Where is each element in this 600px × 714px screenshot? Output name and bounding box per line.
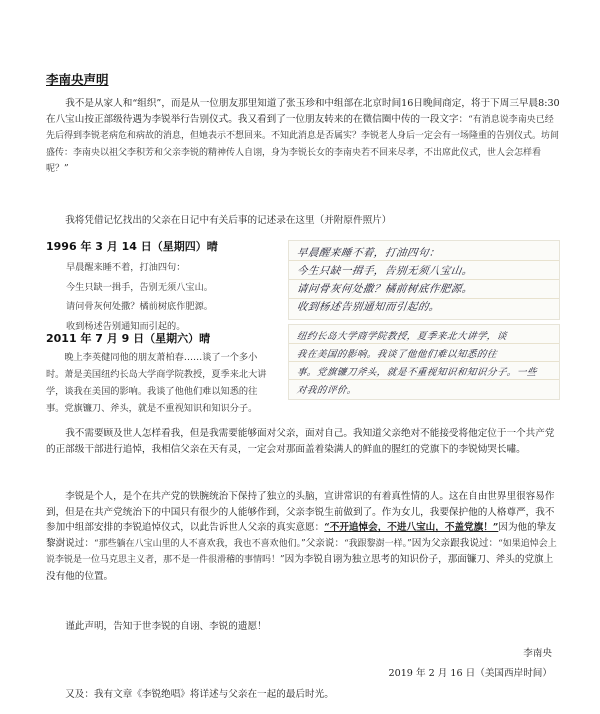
p2-part: 因为李锐自诩为独立思考的知识份子，那面镰刀、斧头的党旗上没有他的位置。 <box>46 554 554 582</box>
handwriting-line: 对我的评价。 <box>296 385 358 396</box>
handwriting-line: 早晨醒来睡不着，打油四句： <box>296 247 441 259</box>
underlined-demand: “不开追悼会，不进八宝山，不盖党旗！” <box>324 522 499 533</box>
diary1-handwriting-photo <box>288 240 560 320</box>
paragraph-1: 我不需要顾及世人怎样看我，但是我需要能够面对父亲，面对自己。我知道父亲绝对不能接受将他定位于一个共产党的正部级干部进行追悼，我相信父亲在天有灵，一定会对那面盖着染满人的鲜血的腥红的党旗下的李锐恸哭长嘯。 <box>46 428 555 455</box>
diary2-handwriting-photo <box>288 324 560 400</box>
signature: 李南央 <box>523 648 552 659</box>
intro-paragraph <box>46 96 560 178</box>
p2-quote: “我跟黎澍一样。” <box>344 538 412 549</box>
handwriting-line: 纽约长岛大学商学院教授，夏季来北大讲学，谈 <box>296 331 508 342</box>
p2-quote: “那些躺在八宝山里的人不喜欢我，我也不喜欢他们。” <box>93 538 306 549</box>
p2-part: 因为他的挚友黎澍说过： <box>46 522 556 549</box>
statement-title: 李南央声明 <box>46 72 109 87</box>
diary2-date: 2011 年 7 月 9 日（星期六）晴 <box>46 332 211 345</box>
diary1-line: 今生只缺一揖手，告别无须八宝山。 <box>66 281 213 293</box>
p2-part: 因为父亲跟我说过： <box>411 537 499 549</box>
diary1-line: 收到杨述告别通知而引起的。 <box>66 320 186 332</box>
sign-date: 2019 年 2 月 16 日（美国西岸时间） <box>388 668 552 679</box>
p2-part: 李锐是个人，是个在共产党的铁腕统治下保持了独立的头脑，宣讲常识的有着真性情的人。这在自由世界里很容易作到，但是在共产党统治下的中国只有很少的人能够作到，父亲李锐生前做到了。作为女儿，我要保护他的人格尊严，我不参加中组部安排的李锐追悼仪式，以此告诉世人父亲的真实意愿： <box>46 491 555 533</box>
handwriting-line: 请问骨灰何处撒？橘前树底作肥源。 <box>296 283 474 295</box>
diary1-line: 请问骨灰何处撒？橘前树底作肥源。 <box>66 301 213 312</box>
p2-quote: “如果追悼会上说李锐是一位马克思主义者，那不是一件很滑稽的事情吗！” <box>46 538 557 565</box>
diary1-line: 早晨醒来睡不着，打油四句： <box>66 262 186 273</box>
handwriting-line: 今生只缺一揖手，告别无须八宝山。 <box>296 265 474 277</box>
diary1-date: 1996 年 3 月 14 日（星期四）晴 <box>46 240 218 253</box>
handwriting-line: 我在美国的影响。我谈了他他们难以知悉的往 <box>296 349 498 360</box>
postscript: 又及：我有文章《李锐绝唱》将详述与父亲在一起的最后时光。 <box>65 689 334 700</box>
paragraph-3: 谨此声明，告知于世李锐的自诩、李锐的遗愿！ <box>65 621 267 632</box>
intro2-paragraph: 我将凭借记忆找出的父亲在日记中有关后事的记述录在这里（并附原件照片） <box>65 215 392 226</box>
intro-quote: “有消息说李南央已经先后得到李锐老病危和病故的消息，但她表示不想回来。不知此消息是否属实？李锐老人身后一定会有一场隆重的告别仪式。坊间盛传：李南央以祖父李积芳和父亲李锐的精神传人自诩，身为李锐长女的李南央若不回来尽孝，不出席此仪式，世人会怎样看呢？” <box>46 114 560 174</box>
diary2-text: 晚上李英健同他的朋友萧柏春……谈了一个多小时。萧是美国纽约长岛大学商学院教授，夏季来北大讲学，谈我在美国的影响。我谈了他他们难以知悉的往事。党旗镰刀、斧头，就是不重视知识和知识分子。 <box>46 352 267 414</box>
paragraph-2 <box>46 489 560 584</box>
diary1-text <box>66 258 213 336</box>
handwriting-line: 收到杨述告别通知而引起的。 <box>296 301 441 313</box>
p2-part: 父亲说： <box>305 537 345 549</box>
intro-text: 我不是从家人和“组织”，而是从一位朋友那里知道了张玉珍和中组部在北京时间16日晚间商定，将于下周三早晨8:30在八宝山按正部级待遇为李锐举行告别仪式。我又看到了一位朋友转来的在微信圈中传的一段文字： <box>46 98 560 125</box>
handwriting-line: 事。党旗镰刀斧头，就是不重视知识和知识分子。一些 <box>296 367 538 378</box>
